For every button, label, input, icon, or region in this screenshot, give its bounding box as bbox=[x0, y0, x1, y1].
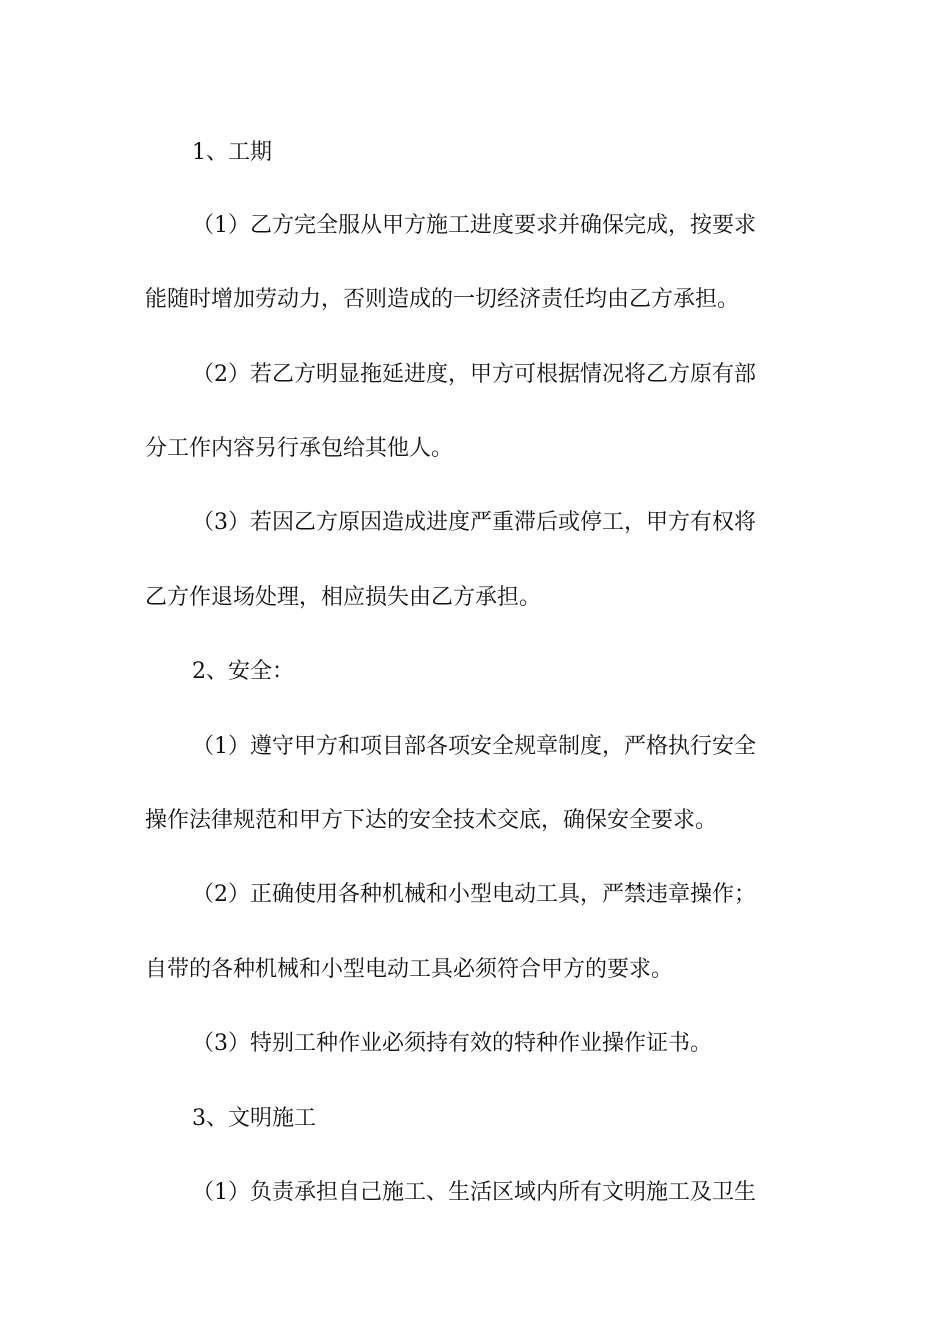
text-line: 3、文明施工 bbox=[192, 1106, 316, 1131]
text-line: 自带的各种机械和小型电动工具必须符合甲方的要求。 bbox=[145, 957, 674, 982]
text-line: （1）遵守甲方和项目部各项安全规章制度，严格执行安全 bbox=[192, 734, 756, 759]
text-line: （1）负责承担自己施工、生活区域内所有文明施工及卫生 bbox=[192, 1180, 756, 1205]
paragraph-line bbox=[0, 429, 950, 469]
paragraph-line bbox=[0, 280, 950, 320]
paragraph-line bbox=[0, 1024, 950, 1064]
section-heading-safety bbox=[0, 652, 950, 692]
text-line: 2、安全： bbox=[192, 659, 294, 684]
text-line: （1）乙方完全服从甲方施工进度要求并确保完成，按要求 bbox=[192, 213, 756, 238]
paragraph-line bbox=[0, 1173, 950, 1213]
paragraph-line bbox=[0, 950, 950, 990]
text-line: 能随时增加劳动力，否则造成的一切经济责任均由乙方承担。 bbox=[145, 287, 740, 312]
paragraph-line bbox=[0, 801, 950, 841]
text-line: 1、工期 bbox=[192, 140, 272, 165]
text-line: （2）若乙方明显拖延进度，甲方可根据情况将乙方原有部 bbox=[192, 362, 756, 387]
paragraph-line bbox=[0, 875, 950, 915]
paragraph-line bbox=[0, 578, 950, 618]
text-line: （3）特别工种作业必须持有效的特种作业操作证书。 bbox=[192, 1031, 712, 1056]
text-line: （3）若因乙方原因造成进度严重滞后或停工，甲方有权将 bbox=[192, 510, 756, 535]
paragraph-line bbox=[0, 503, 950, 543]
paragraph-line bbox=[0, 355, 950, 395]
text-line: 分工作内容另行承包给其他人。 bbox=[145, 436, 454, 461]
text-line: （2）正确使用各种机械和小型电动工具，严禁违章操作； bbox=[192, 882, 756, 907]
section-heading-schedule bbox=[0, 133, 950, 173]
text-line: 乙方作退场处理，相应损失由乙方承担。 bbox=[145, 585, 542, 610]
section-heading-civilized-construction bbox=[0, 1099, 950, 1139]
text-line: 操作法律规范和甲方下达的安全技术交底，确保安全要求。 bbox=[145, 808, 718, 833]
paragraph-line bbox=[0, 206, 950, 246]
paragraph-line bbox=[0, 727, 950, 767]
